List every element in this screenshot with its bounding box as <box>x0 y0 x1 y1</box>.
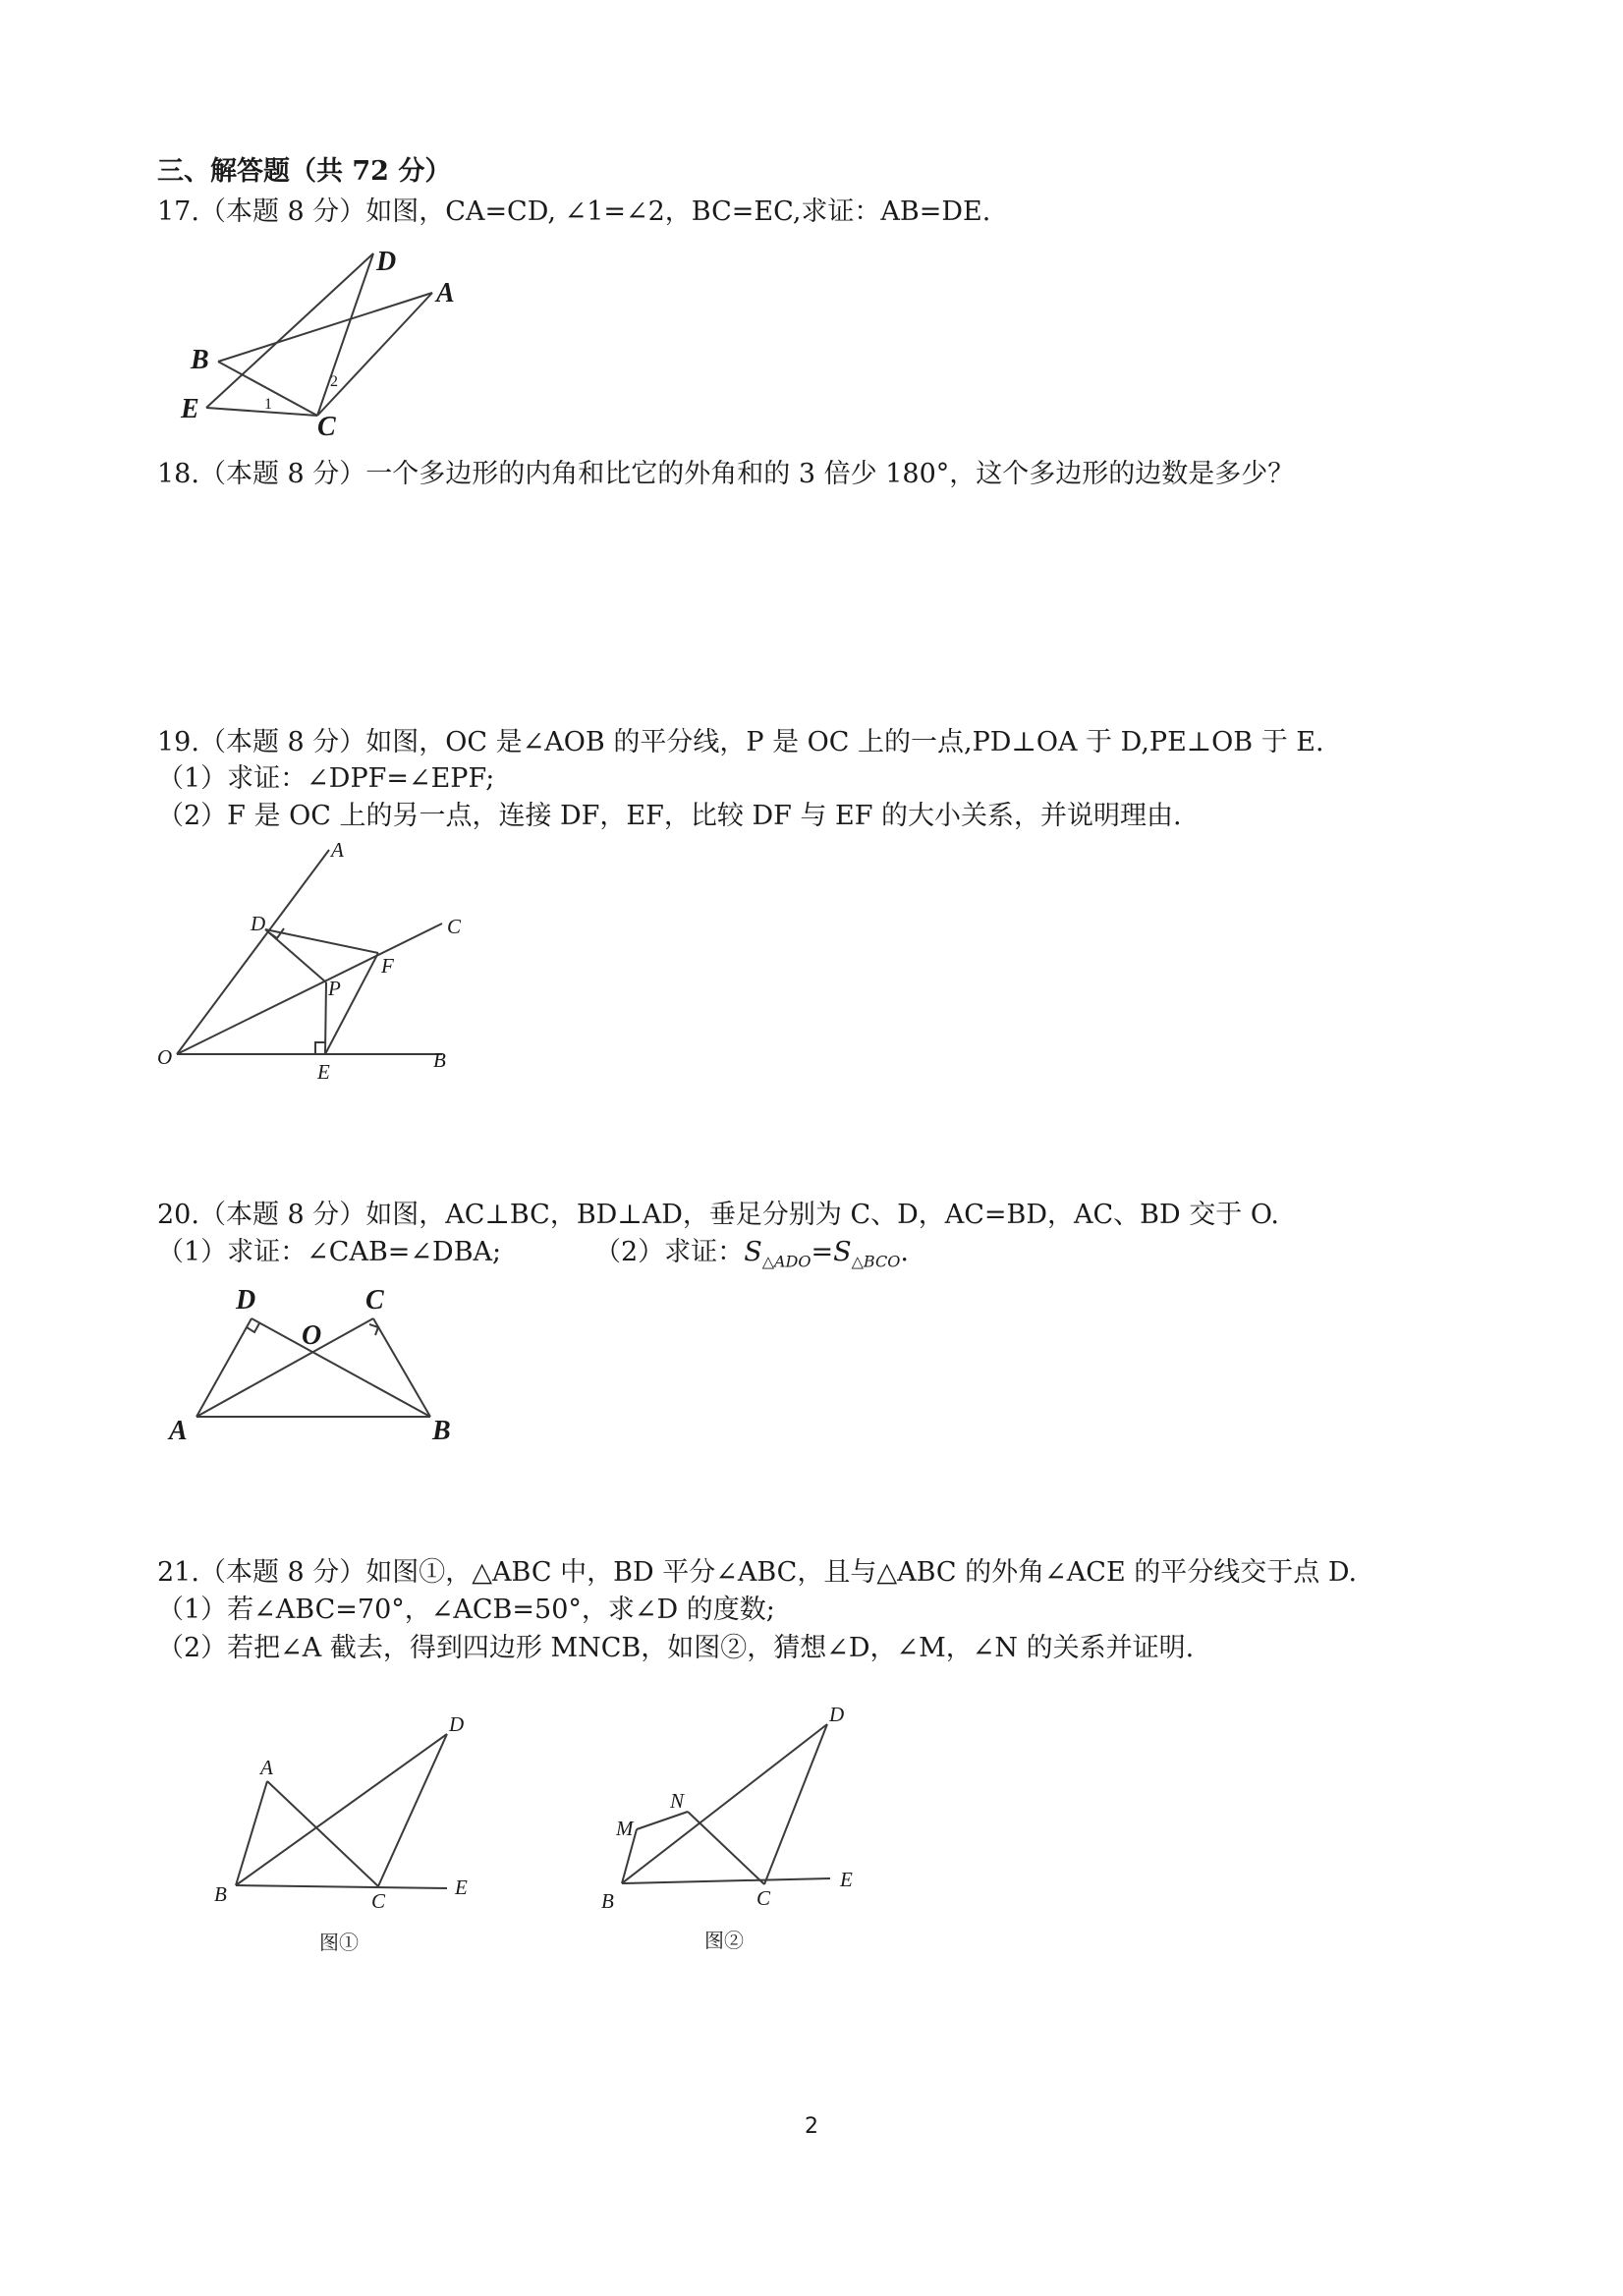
q20-part2 <box>594 1235 909 1279</box>
label-B: B <box>432 1416 451 1446</box>
q19-part2: （2）F 是 OC 上的另一点，连接 DF，EF，比较 DF 与 EF 的大小关系，并说明理由. <box>157 801 1182 831</box>
label-E: E <box>181 394 199 424</box>
label-D: D <box>449 1712 465 1736</box>
segment-DF <box>265 929 378 953</box>
label-C: C <box>365 1285 384 1316</box>
label-P: P <box>328 977 341 1000</box>
segment-DE <box>206 253 373 408</box>
segment-AC <box>267 1781 378 1886</box>
q20-text: 20.（本题 8 分）如图，AC⊥BC，BD⊥AD，垂足分别为 C、D，AC=BD，AC、BD 交于 O. <box>157 1200 1279 1230</box>
label-B: B <box>191 345 209 375</box>
figure-2-caption: 图② <box>704 1931 744 1952</box>
label-A: A <box>436 278 455 308</box>
q17-text: 17.（本题 8 分）如图，CA=CD, ∠1=∠2，BC=EC,求证：AB=DE. <box>157 196 991 227</box>
segment-DC <box>317 253 373 416</box>
segment-CD <box>378 1734 447 1886</box>
angle-1-label: 1 <box>264 396 272 413</box>
label-A: A <box>260 1756 273 1779</box>
label-C: C <box>756 1886 771 1910</box>
ray-BE <box>622 1878 830 1883</box>
angle-2-label: 2 <box>330 373 338 390</box>
q21-text: 21.（本题 8 分）如图①，△ABC 中，BD 平分∠ABC，且与△ABC 的外角∠ACE 的平分线交于点 D. <box>157 1557 1358 1588</box>
area-right-subscript: △BCO <box>851 1252 901 1271</box>
label-D: D <box>251 912 266 935</box>
ray-OA <box>177 850 329 1054</box>
label-D: D <box>236 1285 256 1316</box>
label-C: C <box>371 1889 386 1913</box>
q20-part2-prefix: （2）求证： <box>594 1237 745 1267</box>
right-angle-E <box>315 1042 325 1054</box>
label-D: D <box>376 247 397 277</box>
label-B: B <box>214 1882 227 1906</box>
segment-BD <box>252 1318 430 1417</box>
ray-OC <box>177 924 442 1054</box>
area-left-subscript: △ADO <box>761 1252 812 1271</box>
q18-text: 18.（本题 8 分）一个多边形的内角和比它的外角和的 3 倍少 180°，这个多边形的边数是多少？ <box>157 459 1295 489</box>
q19-text: 19.（本题 8 分）如图，OC 是∠AOB 的平分线，P 是 OC 上的一点,PD⊥OA 于 D,PE⊥OB 于 E. <box>157 727 1324 757</box>
segment-PE <box>325 982 326 1054</box>
segment-MN <box>637 1812 688 1829</box>
section-heading: 三、解答题（共 72 分） <box>157 156 452 187</box>
label-B: B <box>433 1048 446 1072</box>
figure-1-caption: 图① <box>319 1932 359 1954</box>
label-O: O <box>302 1320 322 1351</box>
label-E: E <box>455 1876 468 1899</box>
label-E: E <box>317 1060 330 1084</box>
label-A: A <box>331 838 344 862</box>
label-D: D <box>829 1703 845 1726</box>
q21-part2: （2）若把∠A 截去，得到四边形 MNCB，如图②，猜想∠D，∠M，∠N 的关系并证明. <box>157 1633 1195 1663</box>
label-N: N <box>670 1789 685 1813</box>
label-C: C <box>317 412 336 442</box>
q21-figure-2 <box>589 1690 884 1965</box>
q20-figure <box>157 1277 472 1454</box>
page-number: 2 <box>805 2114 818 2139</box>
label-F: F <box>381 954 394 978</box>
label-A: A <box>169 1416 188 1446</box>
ray-BE <box>236 1885 447 1888</box>
label-C: C <box>447 915 462 938</box>
right-angle-C <box>369 1324 378 1335</box>
q17-figure <box>167 241 481 447</box>
label-E: E <box>840 1868 853 1891</box>
period: . <box>900 1237 909 1267</box>
segment-BA <box>236 1781 267 1885</box>
q19-figure <box>147 835 481 1091</box>
label-O: O <box>157 1045 173 1069</box>
q21-part1: （1）若∠ABC=70°，∠ACB=50°，求∠D 的度数; <box>157 1595 775 1625</box>
area-left: S <box>744 1237 762 1267</box>
segment-EC <box>206 408 317 416</box>
q21-figure-1 <box>196 1700 491 1965</box>
label-B: B <box>601 1889 614 1913</box>
q20-part1: （1）求证：∠CAB=∠DBA; <box>157 1237 502 1267</box>
equals-sign: = <box>811 1237 834 1267</box>
area-right: S <box>833 1237 852 1267</box>
label-M: M <box>616 1817 634 1840</box>
q19-part1: （1）求证：∠DPF=∠EPF; <box>157 763 495 794</box>
